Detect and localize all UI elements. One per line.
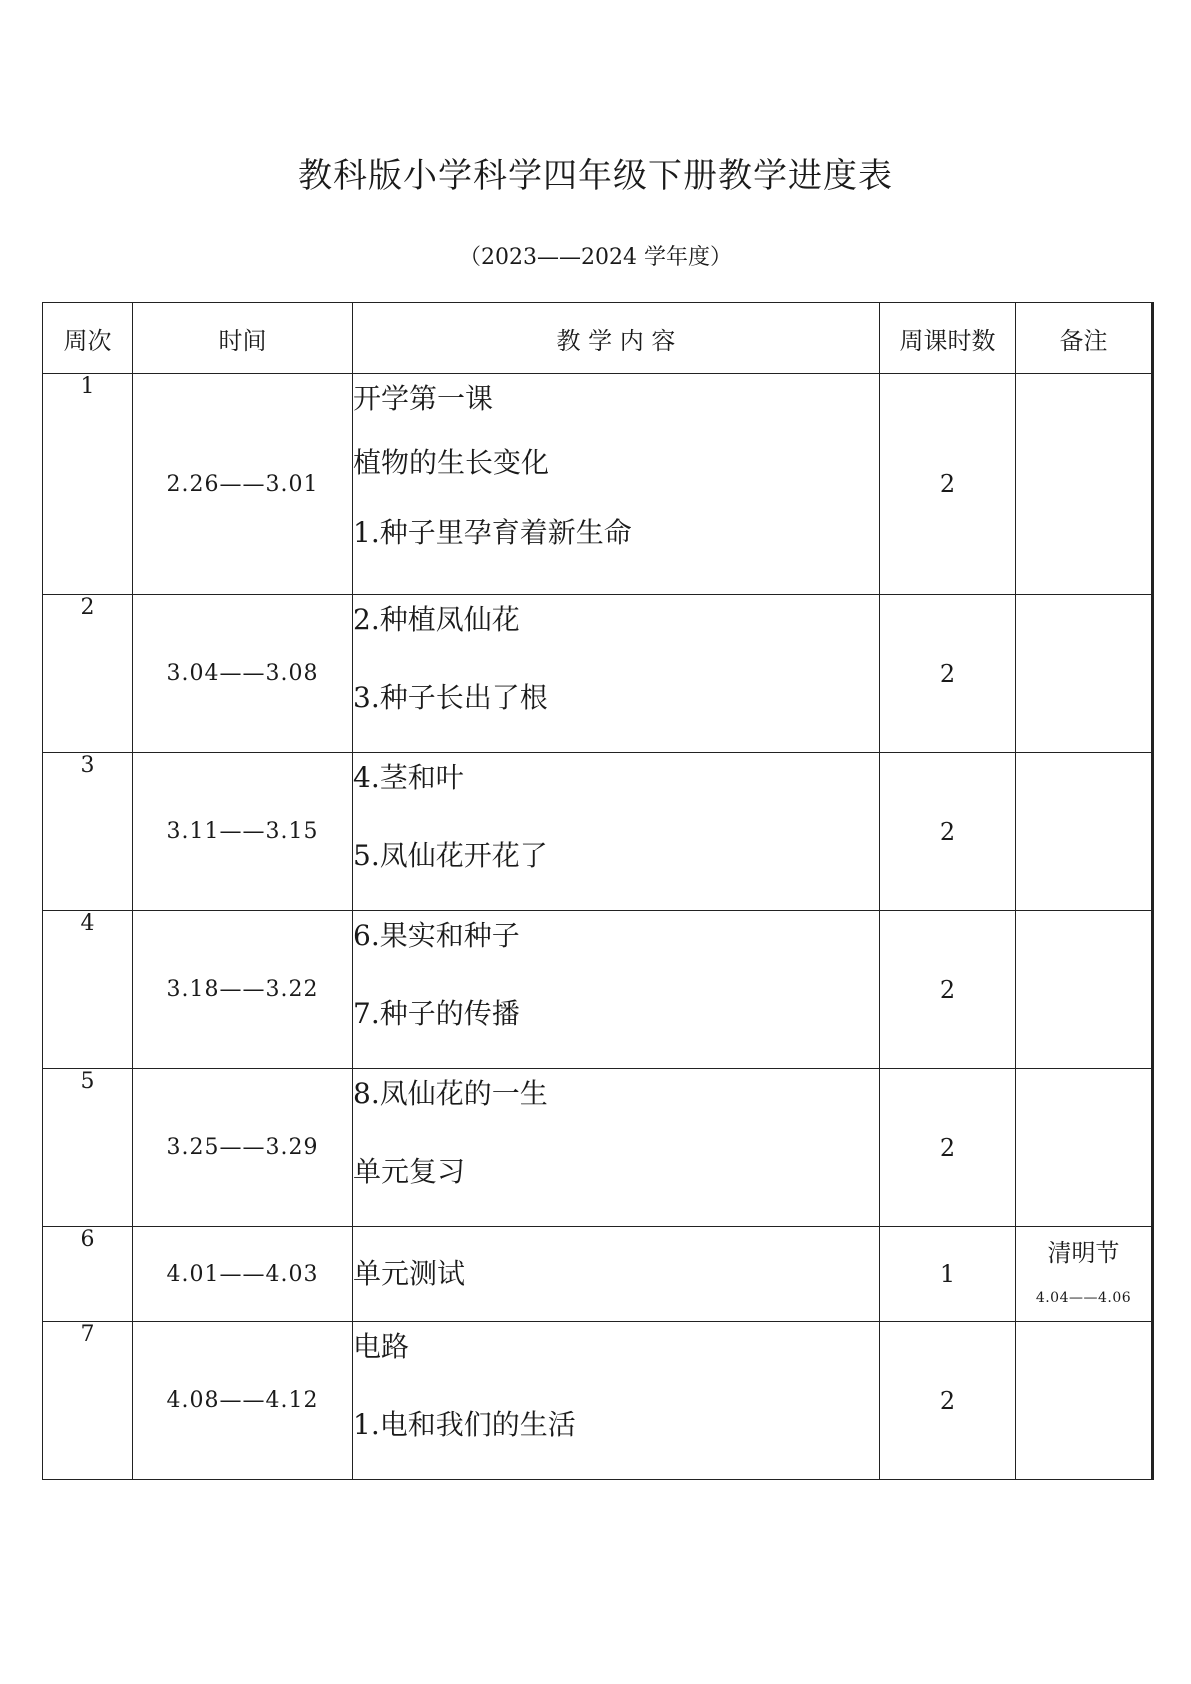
header-week: 周次 (43, 303, 133, 374)
content-line: 单元测试 (353, 1257, 466, 1290)
note-cell (1016, 911, 1153, 1069)
time-cell: 3.11——3.15 (133, 753, 353, 911)
content-line: 植物的生长变化 (353, 446, 550, 479)
note-holiday: 清明节 (1047, 1239, 1120, 1267)
hours-cell: 2 (880, 1322, 1016, 1480)
content-line: 7.种子的传播 (353, 997, 520, 1030)
content-cell (353, 595, 880, 753)
note-cell (1016, 1227, 1153, 1322)
hours-cell: 2 (880, 374, 1016, 595)
content-cell (353, 1322, 880, 1480)
content-cell (353, 1227, 880, 1322)
week-cell: 2 (43, 595, 133, 753)
content-line: 开学第一课 (353, 382, 494, 415)
week-cell: 7 (43, 1322, 133, 1480)
table-row (43, 1069, 1153, 1227)
content-line: 2.种植凤仙花 (353, 603, 520, 636)
content-line: 单元复习 (353, 1155, 466, 1188)
header-content: 教 学 内 容 (353, 303, 880, 374)
table-row (43, 374, 1153, 595)
table-header-row (43, 303, 1153, 374)
content-cell (353, 911, 880, 1069)
content-line: 6.果实和种子 (353, 919, 520, 952)
week-cell: 5 (43, 1069, 133, 1227)
hours-cell: 2 (880, 1069, 1016, 1227)
week-cell: 1 (43, 374, 133, 595)
week-cell: 6 (43, 1227, 133, 1322)
note-cell (1016, 1069, 1153, 1227)
content-line: 3.种子长出了根 (353, 681, 548, 714)
table-row (43, 1227, 1153, 1322)
table-row (43, 911, 1153, 1069)
note-holiday-dates: 4.04——4.06 (1035, 1290, 1132, 1306)
page-title: 教科版小学科学四年级下册教学进度表 (298, 156, 893, 196)
header-note: 备注 (1016, 303, 1153, 374)
hours-cell: 2 (880, 911, 1016, 1069)
header-time: 时间 (133, 303, 353, 374)
time-cell: 3.25——3.29 (133, 1069, 353, 1227)
table-row (43, 753, 1153, 911)
content-cell (353, 1069, 880, 1227)
table-row (43, 595, 1153, 753)
note-cell (1016, 1322, 1153, 1480)
school-year-subtitle: （2023——2024 学年度） (459, 245, 732, 270)
hours-cell: 2 (880, 753, 1016, 911)
time-cell: 3.18——3.22 (133, 911, 353, 1069)
time-cell: 4.08——4.12 (133, 1322, 353, 1480)
header-hours: 周课时数 (880, 303, 1016, 374)
note-cell (1016, 753, 1153, 911)
hours-cell: 2 (880, 595, 1016, 753)
hours-cell: 1 (880, 1227, 1016, 1322)
week-cell: 3 (43, 753, 133, 911)
teaching-schedule-table (42, 302, 1154, 1480)
content-line: 1.种子里孕育着新生命 (353, 516, 632, 549)
content-cell (353, 374, 880, 595)
time-cell: 2.26——3.01 (133, 374, 353, 595)
content-line: 8.凤仙花的一生 (353, 1077, 548, 1110)
note-cell (1016, 595, 1153, 753)
content-line: 1.电和我们的生活 (353, 1408, 576, 1441)
content-cell (353, 753, 880, 911)
week-cell: 4 (43, 911, 133, 1069)
time-cell: 3.04——3.08 (133, 595, 353, 753)
content-line: 4.茎和叶 (353, 761, 464, 794)
table-row (43, 1322, 1153, 1480)
content-line: 5.凤仙花开花了 (353, 839, 548, 872)
content-line: 电路 (353, 1330, 410, 1363)
time-cell: 4.01——4.03 (133, 1227, 353, 1322)
note-cell (1016, 374, 1153, 595)
